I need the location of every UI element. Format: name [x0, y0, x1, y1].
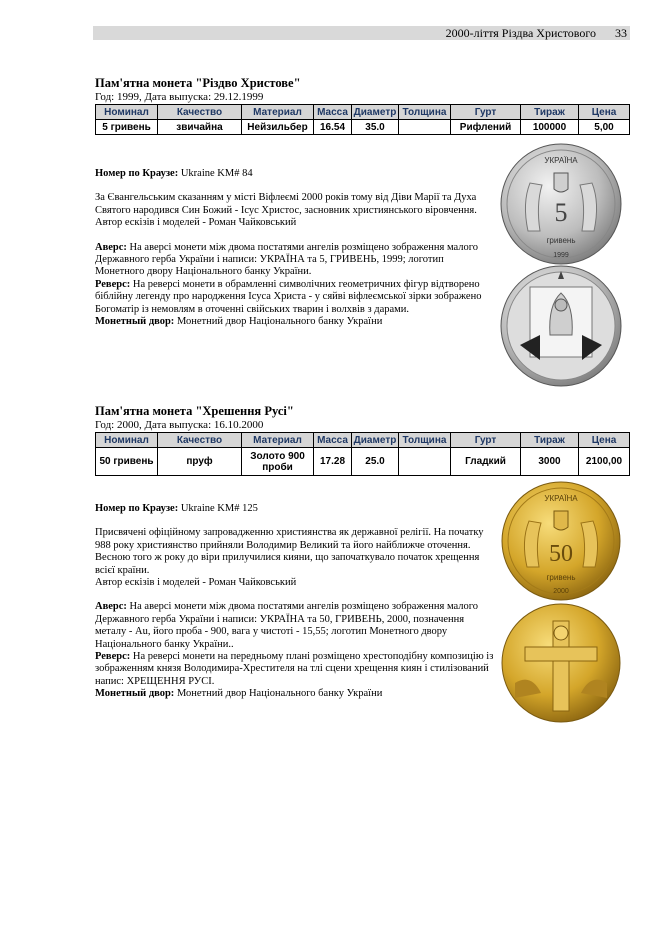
page-number: 33: [615, 26, 627, 40]
coin-section-2: [95, 404, 630, 476]
col-header: Масса: [314, 105, 352, 120]
spec-table: [95, 104, 630, 135]
table-header-row: [96, 105, 630, 120]
svg-text:1999: 1999: [553, 252, 569, 259]
spec-table: [95, 432, 630, 476]
coin-title: Пам'ятна монета "Різдво Христове": [95, 76, 301, 90]
cell-thickness: [399, 448, 451, 476]
coin-reverse-image: [501, 603, 621, 723]
krause-value: Ukraine KM# 84: [180, 168, 253, 179]
avers-label: Аверс:: [95, 241, 127, 253]
author-text: Автор ескізів і моделей - Роман Чайковський: [95, 577, 297, 589]
avers-text: На аверсі монети між двома постатями ангелів розміщено зображення малого Державного герба України і написи: УКРАЇНА та 5, ГРИВЕНЬ, 1999; логотип Монетного двору Національного банку України.: [95, 241, 479, 278]
header-title: 2000-ліття Різдва Христового: [445, 26, 596, 40]
mint-label: Монетный двор:: [95, 316, 175, 328]
cell-quality: звичайна: [158, 120, 242, 135]
cell-edge: Рифлений: [451, 120, 521, 135]
cell-material: Золото 900 проби: [242, 448, 314, 476]
coin-date: Год: 1999, Дата выпуска: 29.12.1999: [95, 91, 264, 103]
krause-label: Номер по Краузе:: [95, 168, 179, 179]
revers-label: Реверс:: [95, 278, 131, 290]
cell-mass: 17.28: [314, 448, 352, 476]
krause-label: Номер по Краузе:: [95, 503, 179, 514]
avers-label: Аверс:: [95, 601, 127, 613]
cell-mass: 16.54: [314, 120, 352, 135]
revers-label: Реверс:: [95, 651, 131, 663]
cell-quality: пруф: [158, 448, 242, 476]
svg-text:УКРАЇНА: УКРАЇНА: [544, 494, 578, 503]
col-header: Материал: [242, 105, 314, 120]
description-text: За Євангельським сказанням у місті Віфлеємі 2000 років тому від Діви Марії та Духа Святого народився Син Божий - Ісус Христос, засновник християнського віровчення.: [95, 192, 477, 216]
col-header: Цена: [579, 433, 630, 448]
cell-nominal: 50 гривень: [96, 448, 158, 476]
cell-diameter: 25.0: [352, 448, 399, 476]
svg-text:2000: 2000: [553, 588, 569, 595]
author-text: Автор ескізів і моделей - Роман Чайковський: [95, 217, 297, 229]
cell-mintage: 100000: [521, 120, 579, 135]
page-header: [93, 26, 630, 40]
cell-mintage: 3000: [521, 448, 579, 476]
col-header: Толщина: [399, 105, 451, 120]
cell-nominal: 5 гривень: [96, 120, 158, 135]
col-header: Тираж: [521, 105, 579, 120]
col-header: Номинал: [96, 433, 158, 448]
cell-price: 2100,00: [579, 448, 630, 476]
coin-reverse-image: [500, 265, 622, 387]
cell-material: Нейзильбер: [242, 120, 314, 135]
svg-text:УКРАЇНА: УКРАЇНА: [544, 156, 578, 165]
mint-text: Монетний двор Національного банку України: [176, 688, 383, 700]
svg-text:гривень: гривень: [546, 573, 576, 582]
col-header: Толщина: [399, 433, 451, 448]
svg-text:50: 50: [549, 541, 573, 567]
col-header: Гурт: [451, 433, 521, 448]
coin-description-2: [95, 503, 495, 701]
coin-date: Год: 2000, Дата выпуска: 16.10.2000: [95, 419, 264, 431]
col-header: Диаметр: [352, 433, 399, 448]
avers-text: На аверсі монети між двома постатями ангелів розміщено зображення малого Державного герба України і написи: УКРАЇНА та 50, ГРИВЕНЬ, 2000, позначення металу - Au, його проба - 900, вага у чистоті - 15,55; логотип Монетного двору Національного банку України..: [95, 601, 479, 650]
coin-title: Пам'ятна монета "Хрешення Русі": [95, 404, 294, 418]
cell-diameter: 35.0: [352, 120, 399, 135]
col-header: Диаметр: [352, 105, 399, 120]
cell-edge: Гладкий: [451, 448, 521, 476]
coin-obverse-image: [501, 481, 621, 601]
col-header: Тираж: [521, 433, 579, 448]
revers-text: На реверсі монети в обрамленні символічних геометричних фігур відтворено біблійну легенду про народження Ісуса Христа - у сяйві віфлеємської зірки зображено Богоматір із немовлям в оточенні свійських тварин і волхвів з дарами.: [95, 278, 482, 315]
table-row: [96, 448, 630, 476]
col-header: Качество: [158, 105, 242, 120]
col-header: Материал: [242, 433, 314, 448]
coin-section-1: [95, 76, 630, 135]
krause-value: Ukraine KM# 125: [180, 503, 258, 514]
cell-price: 5,00: [579, 120, 630, 135]
col-header: Цена: [579, 105, 630, 120]
description-text: Присвячені офіційному запровадженню християнства як державної релігії. На початку 988 року християнство прийняли Володимир Великий та його найближче оточення. Весною того ж року до віри прилучилися кияни, що започаткувало початок хрещення всієї країни.: [95, 527, 484, 576]
svg-text:5: 5: [554, 198, 568, 227]
revers-text: На реверсі монети на передньому плані розміщено хрестоподібну композицію із зображенням князя Володимира-Хрестителя на тлі сцени хрещення киян і стилізований напис: ХРЕЩЕННЯ РУСІ.: [95, 651, 494, 687]
cell-thickness: [399, 120, 451, 135]
col-header: Масса: [314, 433, 352, 448]
coin-obverse-image: [500, 143, 622, 265]
mint-label: Монетный двор:: [95, 688, 175, 700]
table-row: [96, 120, 630, 135]
table-header-row: [96, 433, 630, 448]
col-header: Номинал: [96, 105, 158, 120]
svg-text:гривень: гривень: [546, 236, 576, 245]
mint-text: Монетний двор Національного банку України: [176, 316, 383, 328]
col-header: Качество: [158, 433, 242, 448]
col-header: Гурт: [451, 105, 521, 120]
coin-description-1: [95, 168, 495, 328]
